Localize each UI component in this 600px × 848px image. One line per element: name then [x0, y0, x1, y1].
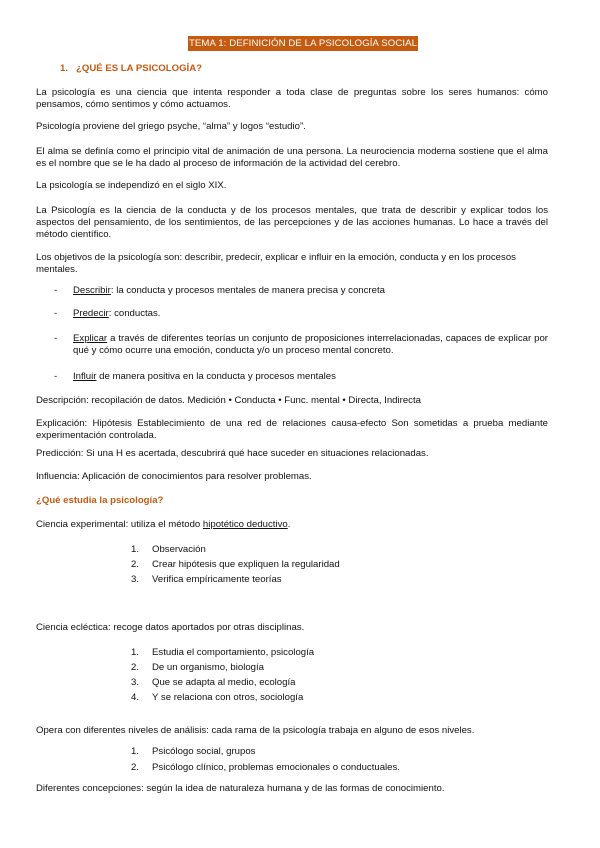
list-item: [0, 544, 600, 559]
list-text: Observación: [152, 544, 206, 555]
section-1-heading: [60, 63, 202, 75]
list-text: Estudia el comportamiento, psicología: [152, 647, 315, 658]
niveles-text: : cada rama de la psicología trabaja en alguno de esos niveles.: [206, 725, 475, 736]
objective-text: : la conducta y procesos mentales de manera precisa y concreta: [110, 285, 385, 296]
eclectica-text: : recoge datos aportados por otras disciplinas.: [108, 622, 305, 633]
experimental-term: hipotético deductivo: [202, 519, 288, 530]
objective-term: Influir: [73, 371, 97, 382]
list-item: [0, 662, 600, 677]
paragraph-independence: La psicología se independizó en el siglo XIX.: [36, 180, 227, 191]
list-number: 2.: [131, 559, 140, 570]
section-1-title: ¿QUÉ ES LA PSICOLOGÍA?: [76, 63, 202, 74]
page-title: TEMA 1: DEFINICIÓN DE LA PSICOLOGÍA SOCIAL: [188, 38, 418, 49]
eclectica-label: Ciencia ecléctica: [36, 622, 108, 633]
list-number: 1.: [131, 647, 140, 658]
section-2-heading: ¿Qué estudia la psicología?: [36, 495, 164, 506]
list-number: 3.: [131, 677, 140, 688]
list-text: Crear hipótesis que expliquen la regularidad: [152, 559, 340, 570]
list-item: [0, 692, 600, 707]
explicacion-label: Explicación: [36, 418, 85, 429]
section-1-number: 1.: [60, 63, 69, 74]
objective-text: : conductas.: [108, 308, 161, 319]
concepciones-text: : según la idea de naturaleza humana y de las formas de conocimiento.: [141, 783, 445, 794]
list-text: Psicólogo social, grupos: [152, 746, 256, 757]
list-item: [0, 762, 600, 777]
list-item: [0, 559, 600, 574]
paragraph-science: La Psicología es la ciencia de la conducta y de los procesos mentales, que trata de describir y explicar todos los aspectos del pensamiento, de los sentimientos, de las percepciones y de las acciones humanas. Lo hace a través del método científico.: [36, 205, 548, 240]
objective-term: Explicar: [73, 333, 108, 344]
list-text: Y se relaciona con otros, sociología: [152, 692, 304, 703]
paragraph-concepciones: [36, 783, 566, 795]
paragraph-prediccion: Predicción: Si una H es acertada, descubrirá qué hace suceder en situaciones relacionadas.: [36, 448, 429, 459]
list-number: 1.: [131, 746, 140, 757]
experimental-end: .: [287, 519, 291, 530]
list-number: 3.: [131, 574, 140, 585]
objective-text: de manera positiva en la conducta y procesos mentales: [96, 371, 336, 382]
objective-term: Predecir: [73, 308, 109, 319]
list-item: [0, 746, 600, 761]
experimental-label: Ciencia experimental: [36, 519, 126, 530]
paragraph-influencia: Influencia: Aplicación de conocimientos para resolver problemas.: [36, 471, 312, 482]
list-number: 2.: [131, 762, 140, 773]
explicacion-text: : Hipótesis Establecimiento de una red de relaciones causa-efecto Son sometidas a prueba mediante experimentación controlada.: [36, 418, 548, 441]
list-dash: -: [54, 308, 58, 319]
list-number: 2.: [131, 662, 140, 673]
list-text: Psicólogo clínico, problemas emocionales o conductuales.: [152, 762, 400, 773]
list-item: [0, 647, 600, 662]
paragraph-objectives: Los objetivos de la psicología son: describir, predecir, explicar e influir en la emoción, conducta y en los procesos mentales.: [36, 252, 516, 275]
paragraph-descripcion: Descripción: recopilación de datos. Medición • Conducta • Func. mental • Directa, Indirecta: [36, 395, 421, 406]
paragraph-explicacion: [36, 418, 548, 442]
list-text: Que se adapta al medio, ecología: [152, 677, 296, 688]
niveles-label: Opera con diferentes niveles de análisis: [36, 725, 207, 736]
paragraph-niveles: [36, 725, 548, 737]
paragraph-definition: La psicología es una ciencia que intenta responder a toda clase de preguntas sobre los seres humanos: cómo pensamos, cómo sentimos y cómo actuamos.: [36, 87, 548, 110]
list-dash: -: [54, 285, 58, 296]
paragraph-experimental: [36, 519, 548, 531]
list-item: [0, 677, 600, 692]
list-dash: -: [54, 333, 58, 344]
paragraph-eclectica: [36, 622, 548, 634]
list-number: 1.: [131, 544, 140, 555]
objective-term: Describir: [73, 285, 111, 296]
experimental-text: : utiliza el método: [125, 519, 203, 530]
list-text: De un organismo, biología: [152, 662, 264, 673]
paragraph-etymology: Psicología proviene del griego psyche, “alma” y logos “estudio”.: [36, 121, 306, 132]
list-number: 4.: [131, 692, 140, 703]
list-item: [0, 574, 600, 589]
list-text: Verifica empíricamente teorías: [152, 574, 282, 585]
concepciones-label: Diferentes concepciones: [36, 783, 142, 794]
objective-text: a través de diferentes teorías un conjunto de proposiciones interrelacionadas, capaces de explicar por qué y cómo ocurre una emoción, conducta y/o un proceso mental concreto.: [73, 333, 548, 356]
list-dash: -: [54, 371, 58, 382]
paragraph-soul: El alma se definía como el principio vital de animación de una persona. La neurociencia moderna sostiene que el alma es el nombre que se le ha dado al proceso de información de la actividad del cerebro.: [36, 146, 548, 169]
